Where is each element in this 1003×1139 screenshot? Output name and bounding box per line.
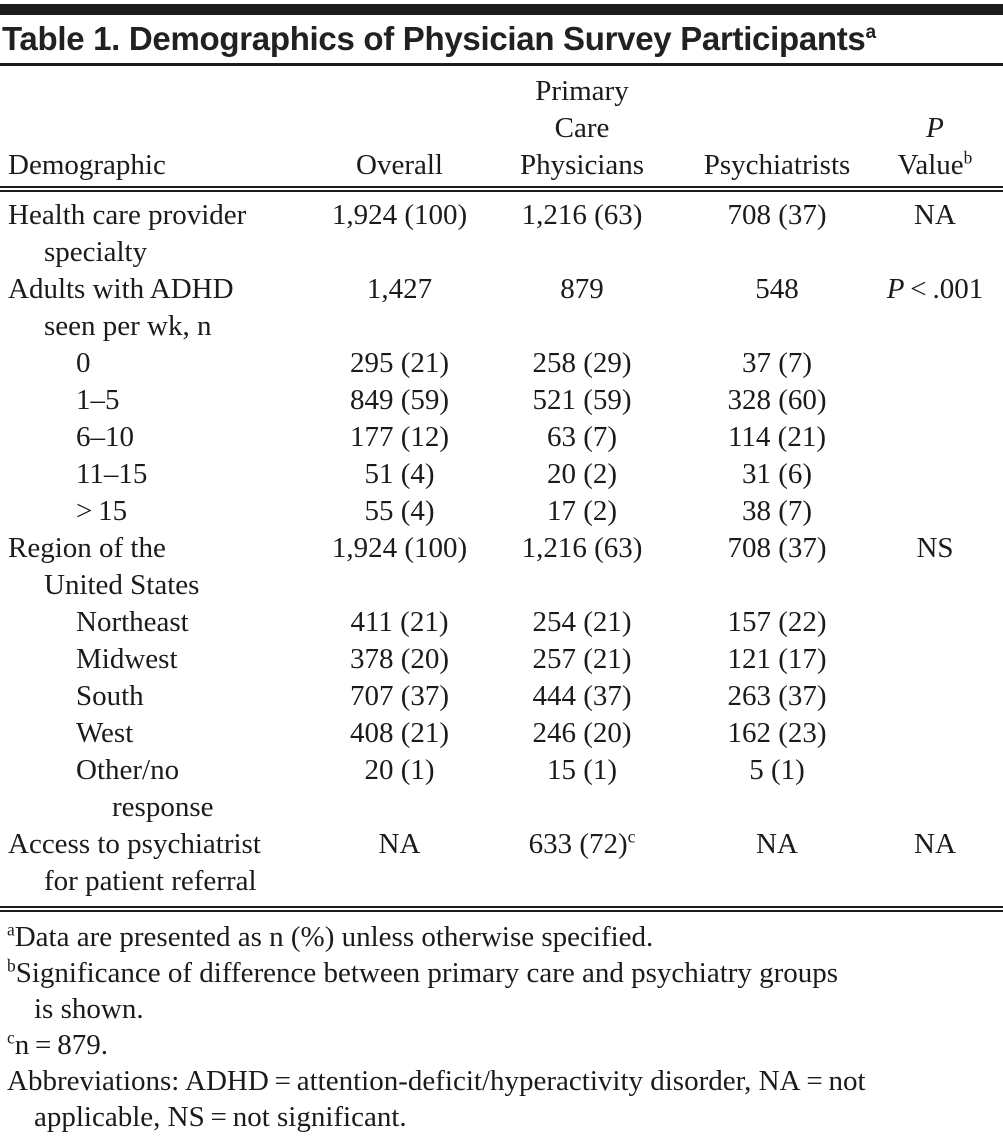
table-row	[0, 752, 1003, 826]
row-label-line2: seen per wk, n	[44, 310, 212, 342]
data-cell-0: 295 (21)	[349, 347, 450, 379]
data-cell-3: NA	[914, 828, 956, 860]
data-cell-0: 55 (4)	[364, 495, 435, 527]
data-cell-3: NS	[916, 532, 954, 564]
data-cell-2: 31 (6)	[741, 458, 813, 490]
footnote-marker: b	[7, 955, 16, 976]
italic-text: P	[926, 112, 944, 144]
row-label-line2: United States	[44, 569, 200, 601]
table-header	[0, 66, 1003, 189]
data-cell-3: P < .001	[886, 273, 984, 305]
data-cell-1: 1,216 (63)	[521, 199, 643, 231]
data-cell-3: NA	[914, 199, 956, 231]
column-header-2	[687, 66, 867, 189]
table-row	[0, 826, 1003, 900]
row-label	[0, 641, 322, 678]
table-top-bar	[0, 4, 1003, 15]
data-cell-2: 157 (22)	[727, 606, 827, 638]
table-row	[0, 678, 1003, 715]
row-label	[0, 530, 322, 604]
italic-text: P	[886, 273, 905, 305]
row-label	[0, 345, 322, 382]
column-header-3	[867, 66, 1003, 189]
data-cell-2: NA	[756, 828, 798, 860]
data-cell-0: 1,924 (100)	[331, 199, 468, 231]
data-cell-2: 5 (1)	[749, 754, 805, 786]
data-cell-0: NA	[378, 828, 421, 860]
data-cell-2: 162 (23)	[727, 717, 827, 749]
data-cell-0: 51 (4)	[364, 458, 435, 490]
column-header-1	[477, 66, 687, 189]
row-label	[0, 419, 322, 456]
data-cell-1: 258 (29)	[532, 347, 632, 379]
row-label	[0, 456, 322, 493]
footnote-line1: $^b$Significance of difference between primary care and psychiatry groups	[7, 955, 839, 989]
table-row	[0, 456, 1003, 493]
row-label-line1: > 15	[76, 495, 128, 527]
data-cell-0: 1,924 (100)	[331, 532, 468, 564]
data-cell-3	[867, 678, 1003, 715]
row-label-line1: South	[76, 680, 144, 712]
column-header-line: Physicians	[519, 149, 645, 181]
footnote-line1: $^a$Data are presented as n (%) unless otherwise specified.	[7, 919, 654, 953]
row-label-line1: 6–10	[76, 421, 134, 453]
data-cell-1: 257 (21)	[532, 643, 632, 675]
table-row	[0, 715, 1003, 752]
table-title-text: Table 1. Demographics of Physician Survey Participants	[2, 20, 866, 57]
data-cell-3	[867, 419, 1003, 456]
data-cell-1: 879	[560, 273, 604, 305]
row-label-line1: Adults with ADHD	[8, 273, 234, 305]
column-header-line: Primary	[535, 75, 629, 107]
row-label	[0, 271, 322, 345]
table-row	[0, 189, 1003, 271]
footnote	[4, 919, 999, 955]
data-cell-3	[867, 641, 1003, 678]
data-cell-0: 849 (59)	[349, 384, 450, 416]
column-header-line: Value$^b$	[897, 147, 973, 181]
row-label	[0, 604, 322, 641]
row-label	[0, 678, 322, 715]
row-label-line1: Health care provider	[8, 199, 247, 231]
column-header-line: Overall	[356, 149, 443, 181]
row-label	[0, 493, 322, 530]
data-cell-3	[867, 715, 1003, 752]
row-label-line1: 1–5	[76, 384, 120, 416]
table-row	[0, 271, 1003, 345]
footnote	[4, 955, 999, 1027]
data-cell-0: 1,427	[366, 273, 433, 305]
column-header-line	[867, 110, 1003, 147]
table-row	[0, 419, 1003, 456]
table-title	[2, 19, 1001, 59]
row-label-line1: Access to psychiatrist	[8, 828, 261, 860]
row-label-line1: Midwest	[76, 643, 178, 675]
table-header-row	[0, 66, 1003, 189]
data-cell-1: 17 (2)	[546, 495, 618, 527]
row-label	[0, 752, 322, 826]
data-cell-2: 548	[755, 273, 799, 305]
data-cell-2: 263 (37)	[727, 680, 827, 712]
data-cell-2: 37 (7)	[741, 347, 813, 379]
data-cell-0: 408 (21)	[349, 717, 450, 749]
row-label-line1: Region of the	[8, 532, 166, 564]
data-cell-0: 411 (21)	[350, 606, 449, 638]
row-label-line2: response	[112, 791, 214, 823]
data-cell-0: 20 (1)	[364, 754, 435, 786]
row-label-line2: for patient referral	[44, 865, 257, 897]
footnote-line1: Abbreviations: ADHD = attention-deficit/hyperactivity disorder, NA = not	[7, 1065, 866, 1097]
row-label	[0, 382, 322, 419]
data-cell-1: 444 (37)	[532, 680, 632, 712]
footnote-continuation: is shown.	[34, 993, 144, 1025]
column-header-0	[322, 66, 477, 189]
data-cell-2: 38 (7)	[741, 495, 813, 527]
row-label-line1: West	[76, 717, 134, 749]
row-label	[0, 715, 322, 752]
table-row	[0, 382, 1003, 419]
footnote	[4, 1063, 999, 1135]
demographics-table	[0, 66, 1003, 900]
row-label-line1: 11–15	[76, 458, 148, 490]
footnote-line1: $^c$n = 879.	[7, 1027, 108, 1061]
table-body	[0, 189, 1003, 900]
footnotes	[0, 912, 1003, 1135]
data-cell-2: 328 (60)	[727, 384, 827, 416]
column-header-line: Care	[554, 112, 610, 144]
data-cell-2: 121 (17)	[727, 643, 827, 675]
data-cell-1: 246 (20)	[532, 717, 632, 749]
data-cell-2: 708 (37)	[727, 199, 827, 231]
data-cell-2: 114 (21)	[728, 421, 826, 453]
table-title-footnote-marker: a	[865, 22, 876, 43]
data-cell-0: 707 (37)	[349, 680, 450, 712]
data-cell-0: 177 (12)	[349, 421, 450, 453]
row-label-line1: Other/no	[76, 754, 180, 786]
data-cell-1: 254 (21)	[532, 606, 632, 638]
data-cell-0: 378 (20)	[349, 643, 450, 675]
table-row	[0, 604, 1003, 641]
data-cell-1: 521 (59)	[532, 384, 632, 416]
data-cell-1: 20 (2)	[546, 458, 618, 490]
row-label-line2: specialty	[44, 236, 148, 268]
table-row	[0, 641, 1003, 678]
footnote-marker: c	[627, 826, 636, 847]
data-cell-3	[867, 493, 1003, 530]
footnote-marker: a	[7, 919, 15, 940]
data-cell-1: 633 $(72)^c$	[528, 826, 636, 860]
table-row	[0, 345, 1003, 382]
row-label-line1: 0	[76, 347, 91, 379]
data-cell-3	[867, 604, 1003, 641]
table-row	[0, 493, 1003, 530]
data-cell-3	[867, 345, 1003, 382]
row-label-line1: Northeast	[76, 606, 189, 638]
footnote-marker: c	[7, 1027, 15, 1048]
data-cell-1: 63 (7)	[546, 421, 618, 453]
column-header-demographic: Demographic	[0, 66, 322, 189]
footnote-continuation: applicable, NS = not significant.	[34, 1101, 407, 1133]
data-cell-1: 15 (1)	[546, 754, 618, 786]
footnote	[4, 1027, 999, 1063]
footnote-marker: b	[963, 147, 973, 168]
column-header-line: Psychiatrists	[703, 149, 851, 181]
row-label	[0, 189, 322, 271]
data-cell-3	[867, 382, 1003, 419]
table-row	[0, 530, 1003, 604]
data-cell-3	[867, 456, 1003, 493]
row-label	[0, 826, 322, 900]
data-cell-1: 1,216 (63)	[521, 532, 643, 564]
data-cell-2: 708 (37)	[727, 532, 827, 564]
data-cell-3	[867, 752, 1003, 826]
